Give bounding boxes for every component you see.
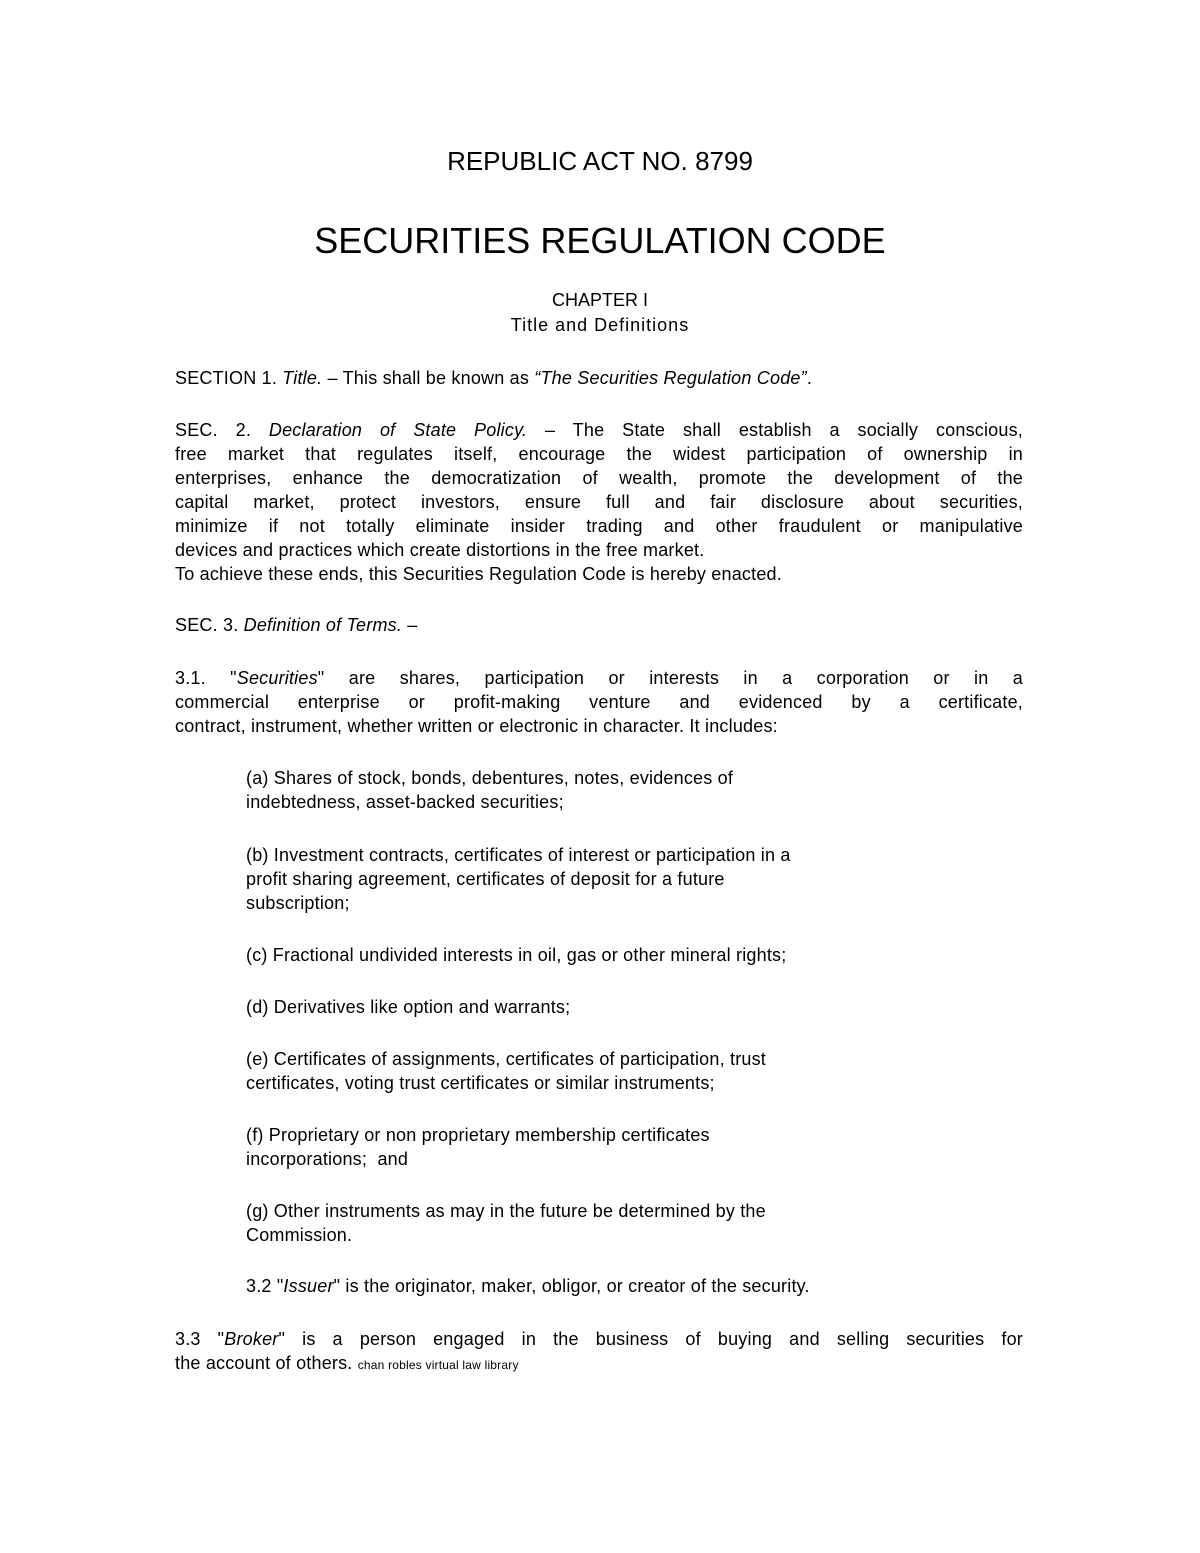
list-item-a: [246, 766, 946, 814]
document-page: [175, 0, 1025, 1553]
definition-3-3-text: " is a person engaged in the business of buying and selling securities for: [278, 1329, 1023, 1349]
definition-3-1-text: " are shares, participation or interests in a corporation or in a: [317, 668, 1023, 688]
list-item-b: [246, 843, 946, 915]
list-item-line: (c) Fractional undivided interests in oil, gas or other mineral rights;: [246, 945, 787, 965]
section-1-line: [175, 366, 1023, 390]
section-1-heading: Title.: [282, 368, 323, 388]
section-3-dash: –: [402, 615, 418, 635]
definition-3-2: [246, 1274, 946, 1298]
list-item-line: (b) Investment contracts, certificates of interest or participation in a: [246, 845, 791, 865]
definition-3-1-number: 3.1. ": [175, 668, 237, 688]
chapter-title: Title and Definitions: [510, 315, 690, 335]
list-item-line: (e) Certificates of assignments, certificates of participation, trust: [246, 1049, 766, 1069]
chapter-number: CHAPTER I: [551, 290, 648, 310]
section-3-line: [175, 613, 1023, 637]
section-3: [175, 613, 1023, 637]
section-1: [175, 366, 1023, 390]
list-item-line: profit sharing agreement, certificates of deposit for a future: [246, 869, 725, 889]
definition-3-3-term: Broker: [224, 1329, 279, 1349]
section-2-line: devices and practices which create distortions in the free market.: [175, 540, 705, 560]
list-item-line: subscription;: [246, 893, 350, 913]
definition-3-1-line: contract, instrument, whether written or electronic in character. It includes:: [175, 716, 778, 736]
section-2-text: – The State shall establish a socially conscious,: [527, 420, 1023, 440]
list-item-line: (a) Shares of stock, bonds, debentures, notes, evidences of: [246, 768, 734, 788]
section-1-end: .: [806, 368, 813, 388]
section-2-heading: Declaration of State Policy.: [268, 420, 528, 440]
definition-3-3-line: [175, 1327, 1023, 1351]
section-2-label: SEC. 2.: [175, 420, 252, 440]
list-item-d: [246, 995, 946, 1019]
list-item-f: [246, 1123, 946, 1171]
definition-3-2-term: Issuer: [283, 1276, 334, 1296]
definition-3-1-term: Securities: [236, 668, 318, 688]
section-1-label: SECTION 1.: [175, 368, 278, 388]
list-item-line: Commission.: [246, 1225, 353, 1245]
definition-3-1: [175, 666, 1023, 738]
definition-3-1-line: commercial enterprise or profit-making venture and evidenced by a certificate,: [175, 692, 1023, 712]
list-item-c: [246, 943, 946, 967]
definition-3-3-number: 3.3 ": [175, 1329, 225, 1349]
list-item-line: certificates, voting trust certificates or similar instruments;: [246, 1073, 715, 1093]
section-3-heading: Definition of Terms.: [243, 615, 403, 635]
definition-3-2-text: " is the originator, maker, obligor, or creator of the security.: [333, 1276, 810, 1296]
definition-3-2-number: 3.2 ": [246, 1276, 284, 1296]
section-2-line: enterprises, enhance the democratization of wealth, promote the development of the: [175, 468, 1023, 488]
act-number: REPUBLIC ACT NO. 8799: [447, 146, 753, 176]
definition-3-2-line: [246, 1274, 946, 1298]
section-2: [175, 418, 1023, 586]
watermark-text: chan robles virtual law library: [357, 1358, 519, 1372]
section-1-text: – This shall be known as: [322, 368, 535, 388]
code-title: SECURITIES REGULATION CODE: [314, 220, 886, 261]
section-1-quoted-title: “The Securities Regulation Code”: [534, 368, 807, 388]
definition-3-1-line: [175, 666, 1023, 690]
list-item-e: [246, 1047, 946, 1095]
section-3-label: SEC. 3.: [175, 615, 239, 635]
list-item-line: (f) Proprietary or non proprietary membership certificates: [246, 1125, 710, 1145]
section-2-line: minimize if not totally eliminate insider trading and other fraudulent or manipulative: [175, 516, 1023, 536]
list-item-line: indebtedness, asset-backed securities;: [246, 792, 564, 812]
section-2-line: [175, 418, 1023, 442]
list-item-line: (g) Other instruments as may in the future be determined by the: [246, 1201, 766, 1221]
definition-3-3-text-end: the account of others.: [175, 1353, 353, 1373]
definition-3-3: [175, 1327, 1023, 1377]
section-2-line: capital market, protect investors, ensure full and fair disclosure about securities,: [175, 492, 1023, 512]
section-2-line: To achieve these ends, this Securities Regulation Code is hereby enacted.: [175, 564, 782, 584]
list-item-line: incorporations; and: [246, 1149, 409, 1169]
definition-3-3-line: [175, 1351, 1023, 1377]
list-item-line: (d) Derivatives like option and warrants;: [246, 997, 571, 1017]
section-2-line: free market that regulates itself, encourage the widest participation of ownership in: [175, 444, 1023, 464]
list-item-g: [246, 1199, 946, 1247]
